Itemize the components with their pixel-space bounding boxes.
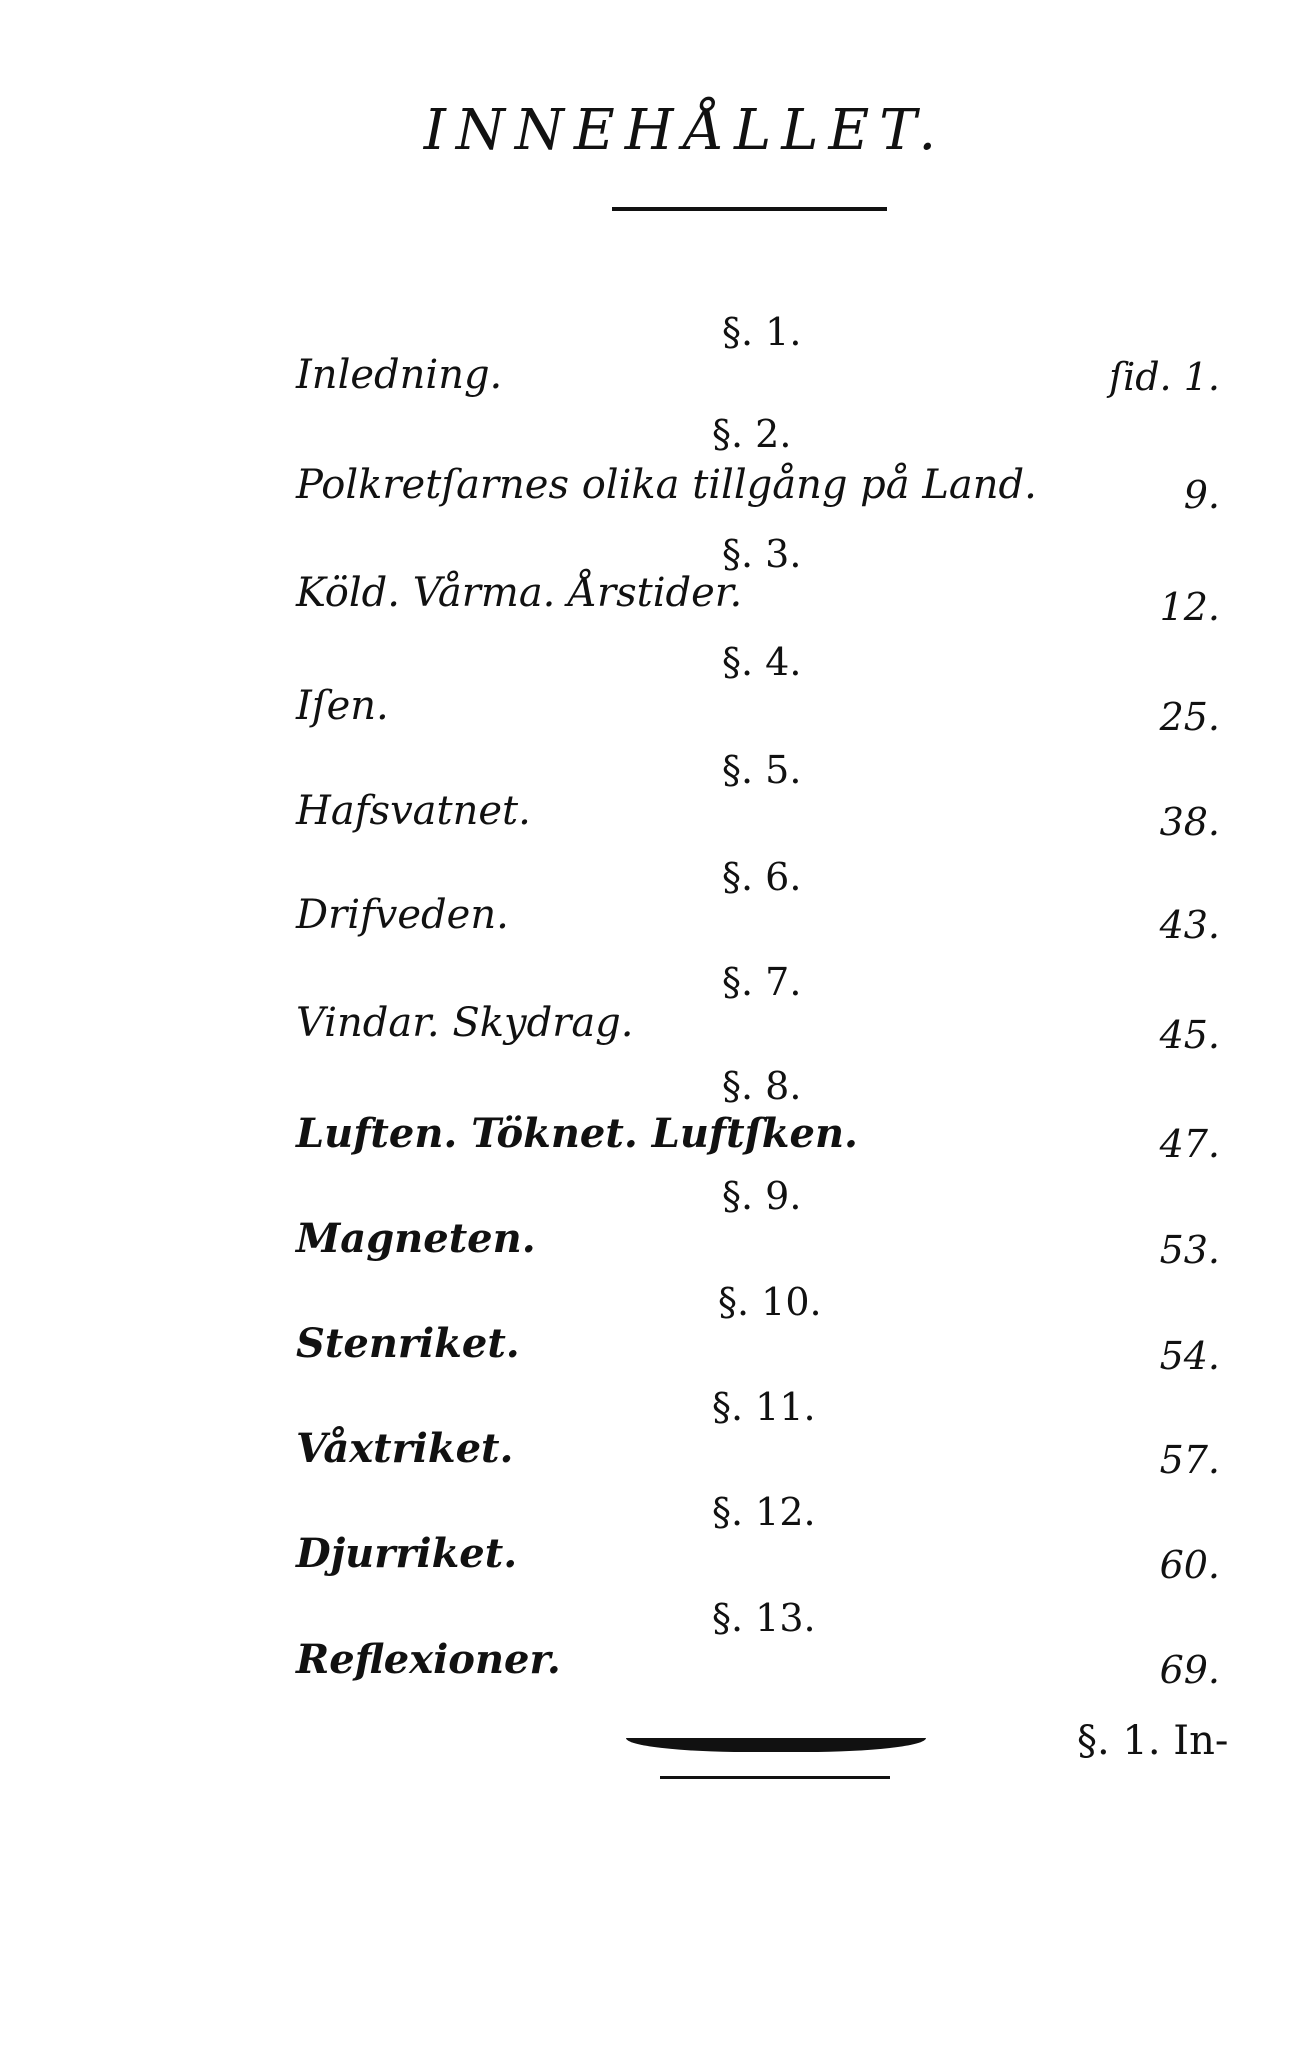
title-rule xyxy=(612,207,887,211)
section-number: §. 7. xyxy=(722,960,802,1004)
toc-entry-title: Vindar. Skydrag. xyxy=(296,1000,634,1046)
toc-entry-page: 57. xyxy=(1159,1438,1220,1482)
ornamental-rule xyxy=(626,1738,926,1752)
toc-entry-page: 69. xyxy=(1159,1648,1220,1692)
toc-entry-title: Reflexioner. xyxy=(296,1636,561,1683)
catchword: §. 1. In- xyxy=(1077,1718,1229,1764)
toc-entry-title: Magneten. xyxy=(296,1215,536,1262)
page-number: 1. xyxy=(1183,355,1220,399)
section-number: §. 4. xyxy=(722,640,802,684)
toc-entry-title: Våxtriket. xyxy=(296,1425,514,1472)
toc-entry-page: 43. xyxy=(1159,903,1220,947)
section-number: §. 6. xyxy=(722,855,802,899)
toc-entry-title: Stenriket. xyxy=(296,1320,520,1367)
toc-entry-title: Köld. Vårma. Årstider. xyxy=(296,570,743,616)
toc-entry-title: Inledning. xyxy=(296,352,503,398)
ornamental-rule-thin xyxy=(660,1776,890,1779)
toc-entry-title: Djurriket. xyxy=(296,1530,518,1577)
page-title: INNEHÅLLET. xyxy=(423,98,947,163)
section-number: §. 11. xyxy=(712,1385,816,1429)
section-number: §. 10. xyxy=(718,1280,822,1324)
section-number: §. 1. xyxy=(722,310,802,354)
toc-entry-page: 12. xyxy=(1159,585,1220,629)
toc-entry-title: Iſen. xyxy=(296,683,389,729)
toc-entry-title: Drifveden. xyxy=(296,892,509,938)
toc-entry-page: 47. xyxy=(1159,1122,1220,1166)
page-label: ſid. xyxy=(1109,355,1172,399)
section-number: §. 2. xyxy=(712,412,792,456)
toc-entry-page: 38. xyxy=(1159,800,1220,844)
toc-entry-title: Hafsvatnet. xyxy=(296,788,531,834)
toc-entry-page: 25. xyxy=(1159,695,1220,739)
section-number: §. 5. xyxy=(722,748,802,792)
toc-entry-page: 9. xyxy=(1183,473,1220,517)
toc-entry-page: 53. xyxy=(1159,1228,1220,1272)
toc-entry-page xyxy=(1109,355,1220,399)
section-number: §. 9. xyxy=(722,1174,802,1218)
toc-entry-title: Luften. Töknet. Luftſken. xyxy=(296,1110,858,1157)
section-number: §. 8. xyxy=(722,1064,802,1108)
section-number: §. 3. xyxy=(722,532,802,576)
toc-entry-page: 60. xyxy=(1159,1543,1220,1587)
section-number: §. 12. xyxy=(712,1490,816,1534)
toc-entry-title: Polkretſarnes olika tillgång på Land. xyxy=(296,462,1037,508)
toc-entry-page: 54. xyxy=(1159,1334,1220,1378)
section-number: §. 13. xyxy=(712,1596,816,1640)
toc-entry-page: 45. xyxy=(1159,1013,1220,1057)
